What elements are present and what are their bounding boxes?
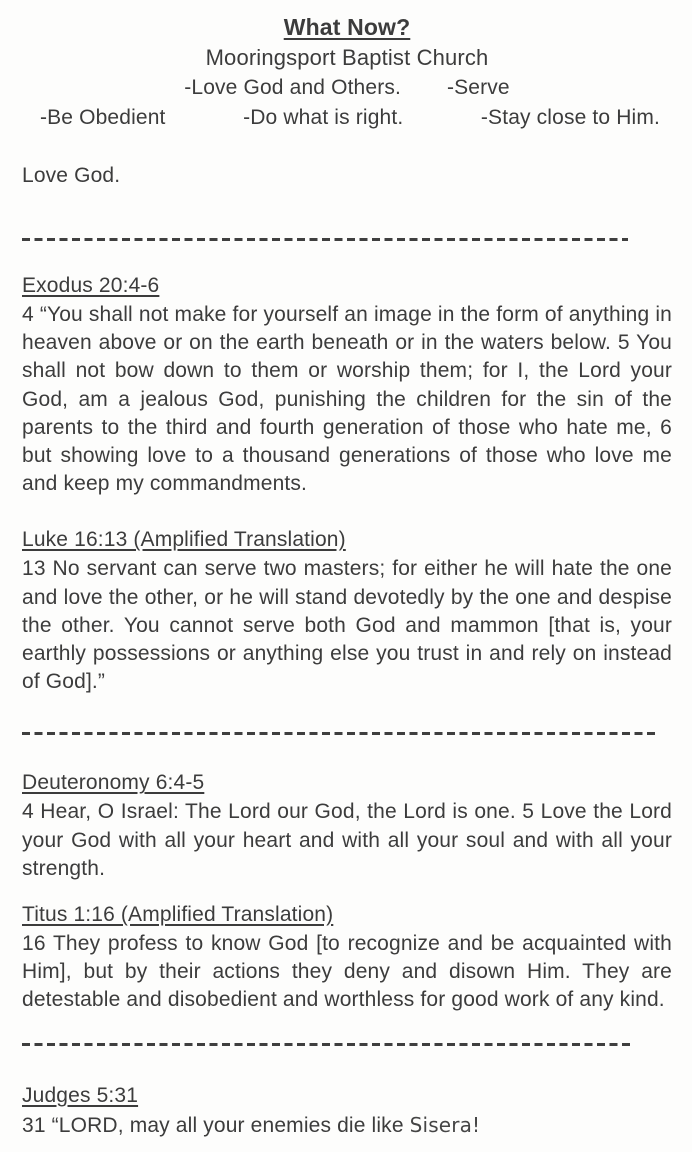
section-luke xyxy=(22,528,672,696)
scripture-text-luke: 13 No servant can serve two masters; for either he will hate the one and love the other, or he will stand devotedly by the one and despise the other. You cannot serve both God and mammon [that is, your earthly possessions or anything else you trust in and rely on instead of God].” xyxy=(22,557,672,694)
tagline-do-what-is-right: -Do what is right. xyxy=(243,106,404,129)
scripture-heading-judges: Judges 5:31 xyxy=(22,1083,139,1107)
tagline-stay-close-to-him: -Stay close to Him. xyxy=(480,106,660,129)
tagline-be-obedient: -Be Obedient xyxy=(40,106,166,129)
section-deuteronomy xyxy=(22,771,672,883)
section-judges xyxy=(22,1084,672,1140)
theme-statement: Love God. xyxy=(22,164,121,187)
tagline-row-2 xyxy=(22,106,672,130)
scripture-text-titus: 16 They profess to know God [to recognize and be acquainted with Him], but by their actions they deny and disown Him. They are detestable and disobedient and worthless for good work of any kind. xyxy=(22,932,672,1012)
scripture-text-deuteronomy: 4 Hear, O Israel: The Lord our God, the Lord is one. 5 Love the Lord your God with all your heart and with all your soul and with all your strength. xyxy=(22,800,672,880)
scripture-heading-exodus: Exodus 20:4-6 xyxy=(22,274,160,297)
dashed-divider-3 xyxy=(22,1043,632,1046)
tagline-love-god-and-others: -Love God and Others. xyxy=(184,76,401,99)
dashed-divider-2 xyxy=(22,732,658,735)
scripture-heading-luke: Luke 16:13 (Amplified Translation) xyxy=(22,528,346,552)
scripture-heading-deuteronomy: Deuteronomy 6:4-5 xyxy=(22,771,205,795)
page-title: What Now? xyxy=(283,14,411,40)
section-exodus xyxy=(22,274,672,498)
tagline-row-1 xyxy=(22,76,672,100)
scripture-heading-titus: Titus 1:16 (Amplified Translation) xyxy=(22,903,334,927)
dashed-divider-1 xyxy=(22,238,628,241)
church-name: Mooringsport Baptist Church xyxy=(205,45,489,70)
judges-verse-text: 31 “LORD, may all your enemies die like xyxy=(22,1113,410,1137)
scripture-text-exodus: 4 “You shall not make for yourself an image in the form of anything in heaven above or on the earth beneath or in the waters below. 5 You shall not bow down to them or worship them; for I, the Lord your God, am a jealous God, punishing the children for the sin of the parents to the third and fourth generation of those who hate me, 6 but showing love to a thousand generations of those who love me and keep my commandments. xyxy=(22,303,672,496)
judges-verse-highlight: Sisera! xyxy=(409,1112,481,1137)
scripture-text-judges xyxy=(22,1111,672,1140)
tagline-serve: -Serve xyxy=(447,76,510,99)
section-titus xyxy=(22,903,672,1015)
